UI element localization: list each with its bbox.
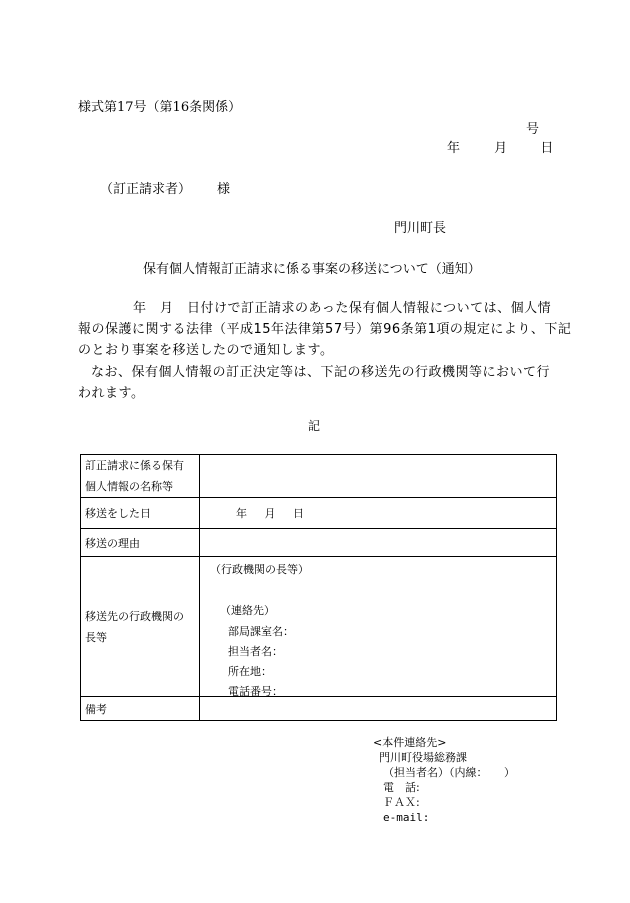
body-paragraph-2-line-1: なお、保有個人情報の訂正決定等は、下記の移送先の行政機関等において行 (91, 365, 551, 380)
table-row-request-info (81, 455, 557, 498)
destination-address: 所在地： (228, 665, 272, 678)
body-paragraph-1-line-1: 年 月 日付けで訂正請求のあった保有個人情報については、個人情 (133, 301, 552, 316)
label-destination-line-2: 長等 (85, 630, 107, 644)
date-month: 月 (494, 141, 508, 156)
label-transfer-date: 移送をした日 (81, 498, 200, 529)
form-number: 様式第17号（第16条関係） (78, 100, 242, 115)
detail-table (80, 454, 557, 721)
table-row-transfer-date (81, 498, 557, 529)
transfer-date-day: 日 (293, 507, 304, 520)
ki-heading: 記 (308, 419, 321, 433)
contact-block (373, 735, 515, 825)
value-request-info (200, 455, 557, 498)
recipient-honorific: 様 (217, 182, 231, 197)
label-request-info-line-1: 訂正請求に係る保有 (85, 459, 184, 472)
document-date (447, 137, 553, 156)
label-destination (81, 557, 200, 697)
recipient-name: （訂正請求者） (100, 182, 192, 197)
sender: 門川町長 (394, 221, 447, 236)
contact-heading: <本件連絡先> (373, 736, 447, 749)
label-request-info (81, 455, 200, 498)
label-transfer-reason: 移送の理由 (81, 529, 200, 557)
contact-office: 門川町役場総務課 (379, 751, 467, 764)
body-paragraph-1-line-3: のとおり事案を移送したので通知します。 (78, 343, 334, 358)
table-row-transfer-reason (81, 529, 557, 557)
destination-department: 部局課室名： (228, 625, 294, 638)
document-number-label: 号 (526, 122, 540, 137)
table-row-destination (81, 557, 557, 697)
contact-fax: ＦＡＸ: (383, 796, 420, 809)
destination-phone: 電話番号： (228, 685, 283, 698)
body-paragraph-1-line-2: 報の保護に関する法律（平成15年法律第57号）第96条第1項の規定により、下記 (78, 322, 572, 337)
date-day: 日 (540, 141, 554, 156)
transfer-date-month: 月 (264, 507, 276, 520)
transfer-date-year: 年 (236, 507, 247, 520)
date-year: 年 (447, 141, 461, 156)
label-destination-line-1: 移送先の行政機関の (85, 609, 184, 623)
contact-tel: 電 話: (383, 781, 420, 794)
value-remarks (200, 697, 557, 721)
value-transfer-reason (200, 529, 557, 557)
label-remarks: 備考 (81, 697, 200, 721)
contact-person: （担当者名）（内線： ） (383, 766, 515, 779)
value-transfer-date (200, 498, 557, 529)
destination-person: 担当者名： (228, 645, 283, 658)
body-paragraph-2-line-2: われます。 (78, 386, 145, 401)
label-request-info-line-2: 個人情報の名称等 (85, 480, 173, 493)
destination-agency-head: （行政機関の長等） (210, 563, 309, 576)
document-title: 保有個人情報訂正請求に係る事案の移送について（通知） (143, 262, 481, 277)
destination-contact-heading: （連絡先） (220, 604, 275, 617)
recipient (100, 178, 230, 197)
value-destination (200, 557, 557, 697)
contact-email: e-mail: (383, 811, 430, 824)
table-row-remarks (81, 697, 557, 721)
